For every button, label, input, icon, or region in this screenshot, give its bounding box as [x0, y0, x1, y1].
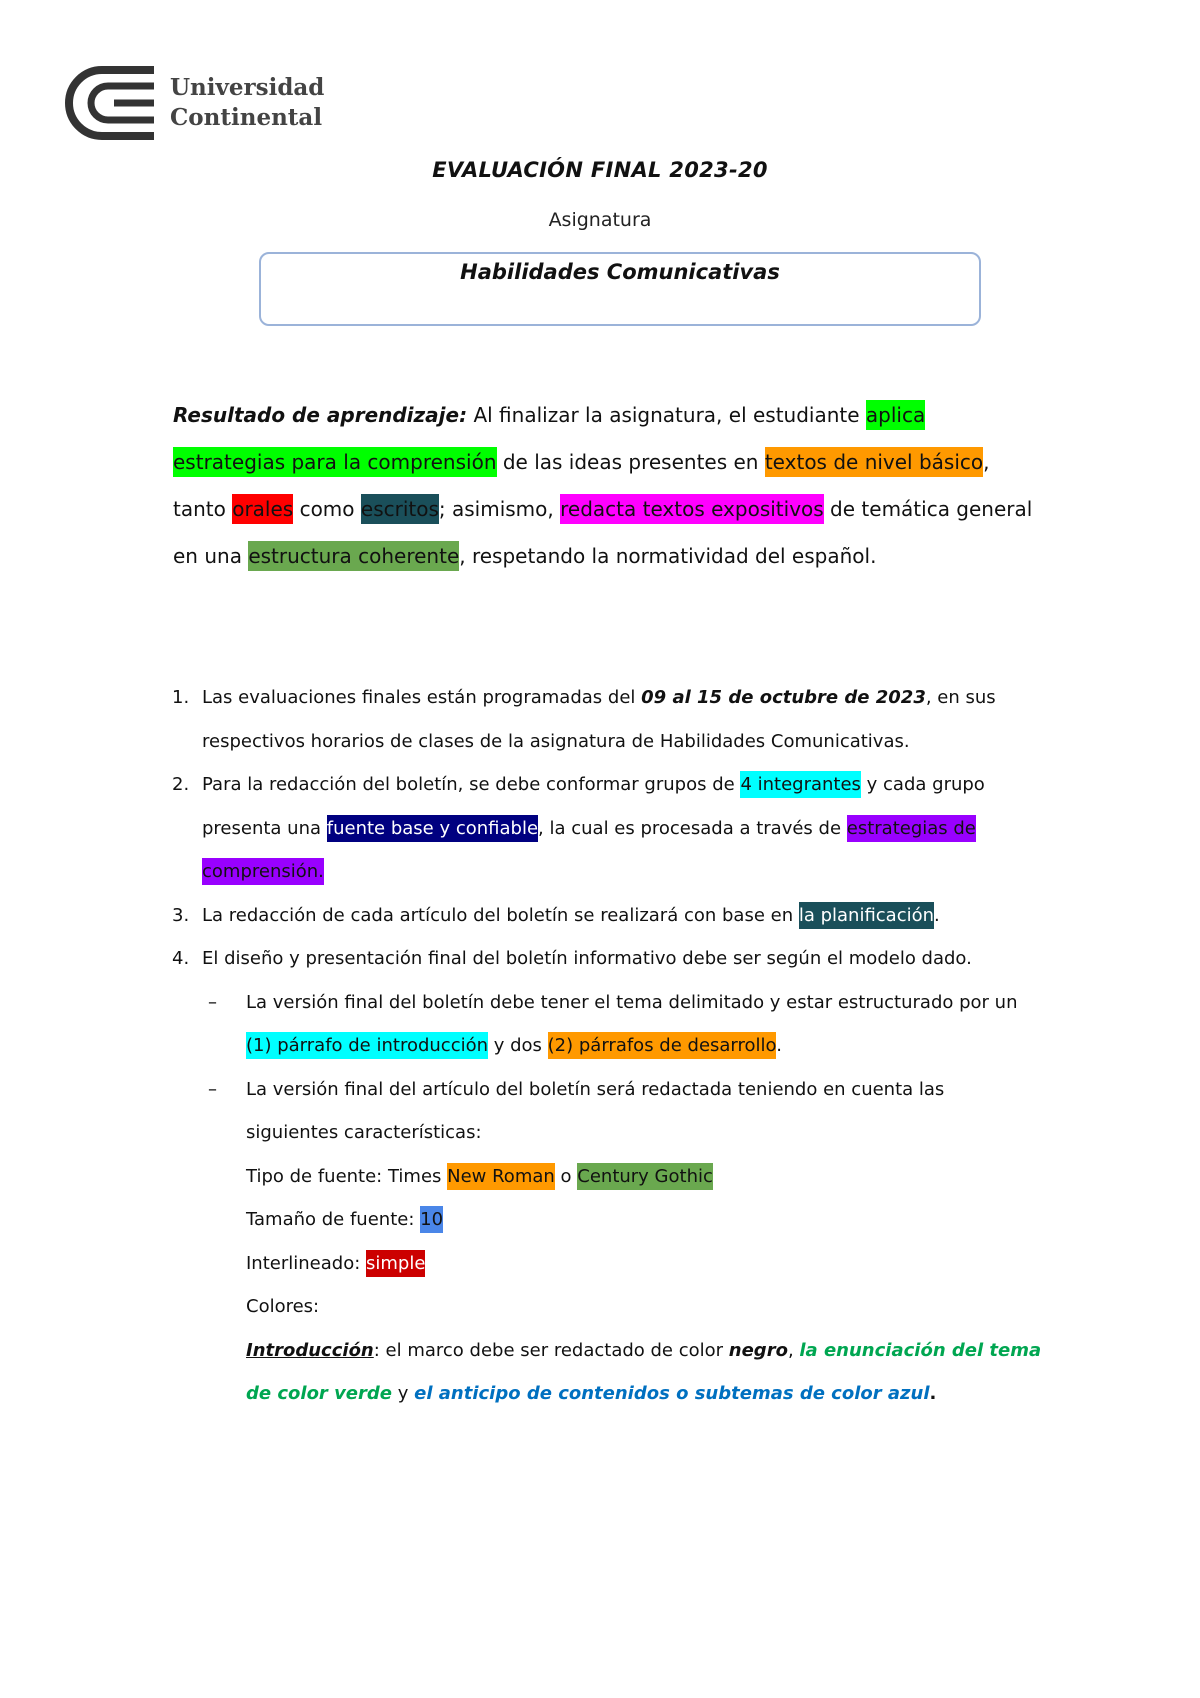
- outcome-text: de temática general en una: [173, 497, 1033, 568]
- subject-box: [259, 252, 981, 326]
- highlight-teal: escritos: [361, 494, 439, 524]
- exam-dates: 09 al 15 de octubre de 2023: [641, 687, 926, 708]
- item-number: 3.: [172, 904, 190, 926]
- item-text: , la cual es procesada a través de: [538, 817, 847, 839]
- outcome-text: Al finalizar la asignatura, el estudiante: [467, 403, 866, 427]
- item-number: 1.: [172, 687, 190, 708]
- dash-bullet: –: [208, 991, 217, 1013]
- list-item: [172, 937, 1042, 981]
- item-number: 4.: [172, 948, 190, 969]
- list-item: [172, 763, 1042, 894]
- color-blue-text: el anticipo de contenidos o subtemas de color azul: [414, 1383, 930, 1404]
- highlight-red: orales: [232, 494, 293, 524]
- highlight-olive: Century Gothic: [577, 1163, 713, 1190]
- intro-text: .: [929, 1383, 937, 1404]
- intro-text: y: [392, 1383, 415, 1404]
- colors-label: Colores:: [246, 1296, 320, 1317]
- line-spacing-label: Interlineado:: [246, 1252, 361, 1274]
- item-text: La redacción de cada artículo del boletín se realizará con base en: [202, 904, 799, 926]
- item-text: .: [934, 904, 940, 926]
- font-type-line: [172, 1155, 1042, 1199]
- highlight-magenta: redacta textos expositivos: [560, 494, 824, 524]
- list-item: [172, 676, 1042, 763]
- intro-label: Introducción: [246, 1339, 374, 1361]
- outcome-text: como: [293, 497, 361, 521]
- highlight-cyan: 4 integrantes: [740, 771, 861, 798]
- sub-item-text: y dos: [488, 1035, 548, 1056]
- font-type-text: Times: [382, 1165, 448, 1187]
- item-text: Para la redacción del boletín, se debe conformar grupos de: [202, 774, 741, 795]
- highlight-cyan: (1) párrafo de introducción: [246, 1032, 488, 1059]
- document-title: EVALUACIÓN FINAL 2023-20: [432, 158, 768, 182]
- item-text: Las evaluaciones finales están programadas del: [202, 687, 642, 708]
- line-spacing-line: [172, 1242, 1042, 1286]
- instructions-list: [172, 676, 1042, 1416]
- university-logo: [62, 66, 324, 140]
- highlight-orange: textos de nivel básico: [765, 447, 983, 477]
- logo-line-1: Universidad: [170, 74, 325, 101]
- font-size-label: Tamaño de fuente:: [246, 1209, 415, 1230]
- color-green-text: la enunciación del tema de color verde: [246, 1339, 1042, 1404]
- highlight-olive: estructura coherente: [248, 541, 459, 571]
- dash-bullet: –: [208, 1078, 217, 1100]
- subject-label: Asignatura: [548, 209, 652, 231]
- item-number: 2.: [172, 774, 190, 795]
- highlight-teal: la planificación: [799, 902, 934, 929]
- colors-line: [172, 1285, 1042, 1329]
- outcome-label: Resultado de aprendizaje:: [173, 403, 468, 427]
- list-item: [172, 894, 1042, 938]
- sub-item-text: .: [776, 1035, 782, 1056]
- highlight-green: aplica estrategias para la comprensión: [173, 400, 925, 477]
- item-text: y cada grupo presenta una: [202, 774, 985, 839]
- highlight-orange: New Roman: [447, 1163, 555, 1190]
- intro-text: : el marco debe ser redactado de color: [373, 1339, 729, 1361]
- sub-item-text: La versión final del boletín debe tener el tema delimitado y estar estructurado por un: [246, 991, 1018, 1013]
- highlight-orange: (2) párrafos de desarrollo: [548, 1032, 777, 1059]
- learning-outcome: [173, 392, 1033, 580]
- outcome-text: ; asimismo,: [438, 497, 561, 521]
- highlight-navy: fuente base y confiable: [327, 815, 538, 842]
- font-size-value: 10: [420, 1206, 443, 1233]
- font-type-label: Tipo de fuente:: [246, 1165, 383, 1187]
- outcome-text: , respetando la normatividad del español.: [459, 544, 877, 568]
- sub-item: [172, 981, 1042, 1068]
- item-text: El diseño y presentación final del boletín informativo debe ser según el modelo dado.: [202, 948, 972, 969]
- outcome-text: , tanto: [173, 450, 990, 521]
- item-text: , en sus respectivos horarios de clases de la asignatura de Habilidades Comunicativas.: [202, 687, 996, 752]
- font-size-line: [172, 1198, 1042, 1242]
- intro-colors-line: [172, 1329, 1042, 1416]
- highlight-violet: estrategias de comprensión.: [202, 815, 976, 886]
- subject-name: Habilidades Comunicativas: [460, 260, 780, 284]
- continental-logo-icon: [62, 66, 158, 140]
- color-black-text: negro: [728, 1339, 788, 1361]
- sub-item-text: La versión final del artículo del boletín será redactada teniendo en cuenta las siguientes características:: [246, 1078, 945, 1143]
- line-spacing-value: simple: [366, 1250, 425, 1277]
- outcome-text: de las ideas presentes en: [496, 450, 765, 474]
- intro-text: ,: [787, 1339, 800, 1361]
- logo-line-2: Continental: [170, 104, 323, 131]
- sub-item: [172, 1068, 1042, 1155]
- font-type-text: o: [554, 1165, 578, 1187]
